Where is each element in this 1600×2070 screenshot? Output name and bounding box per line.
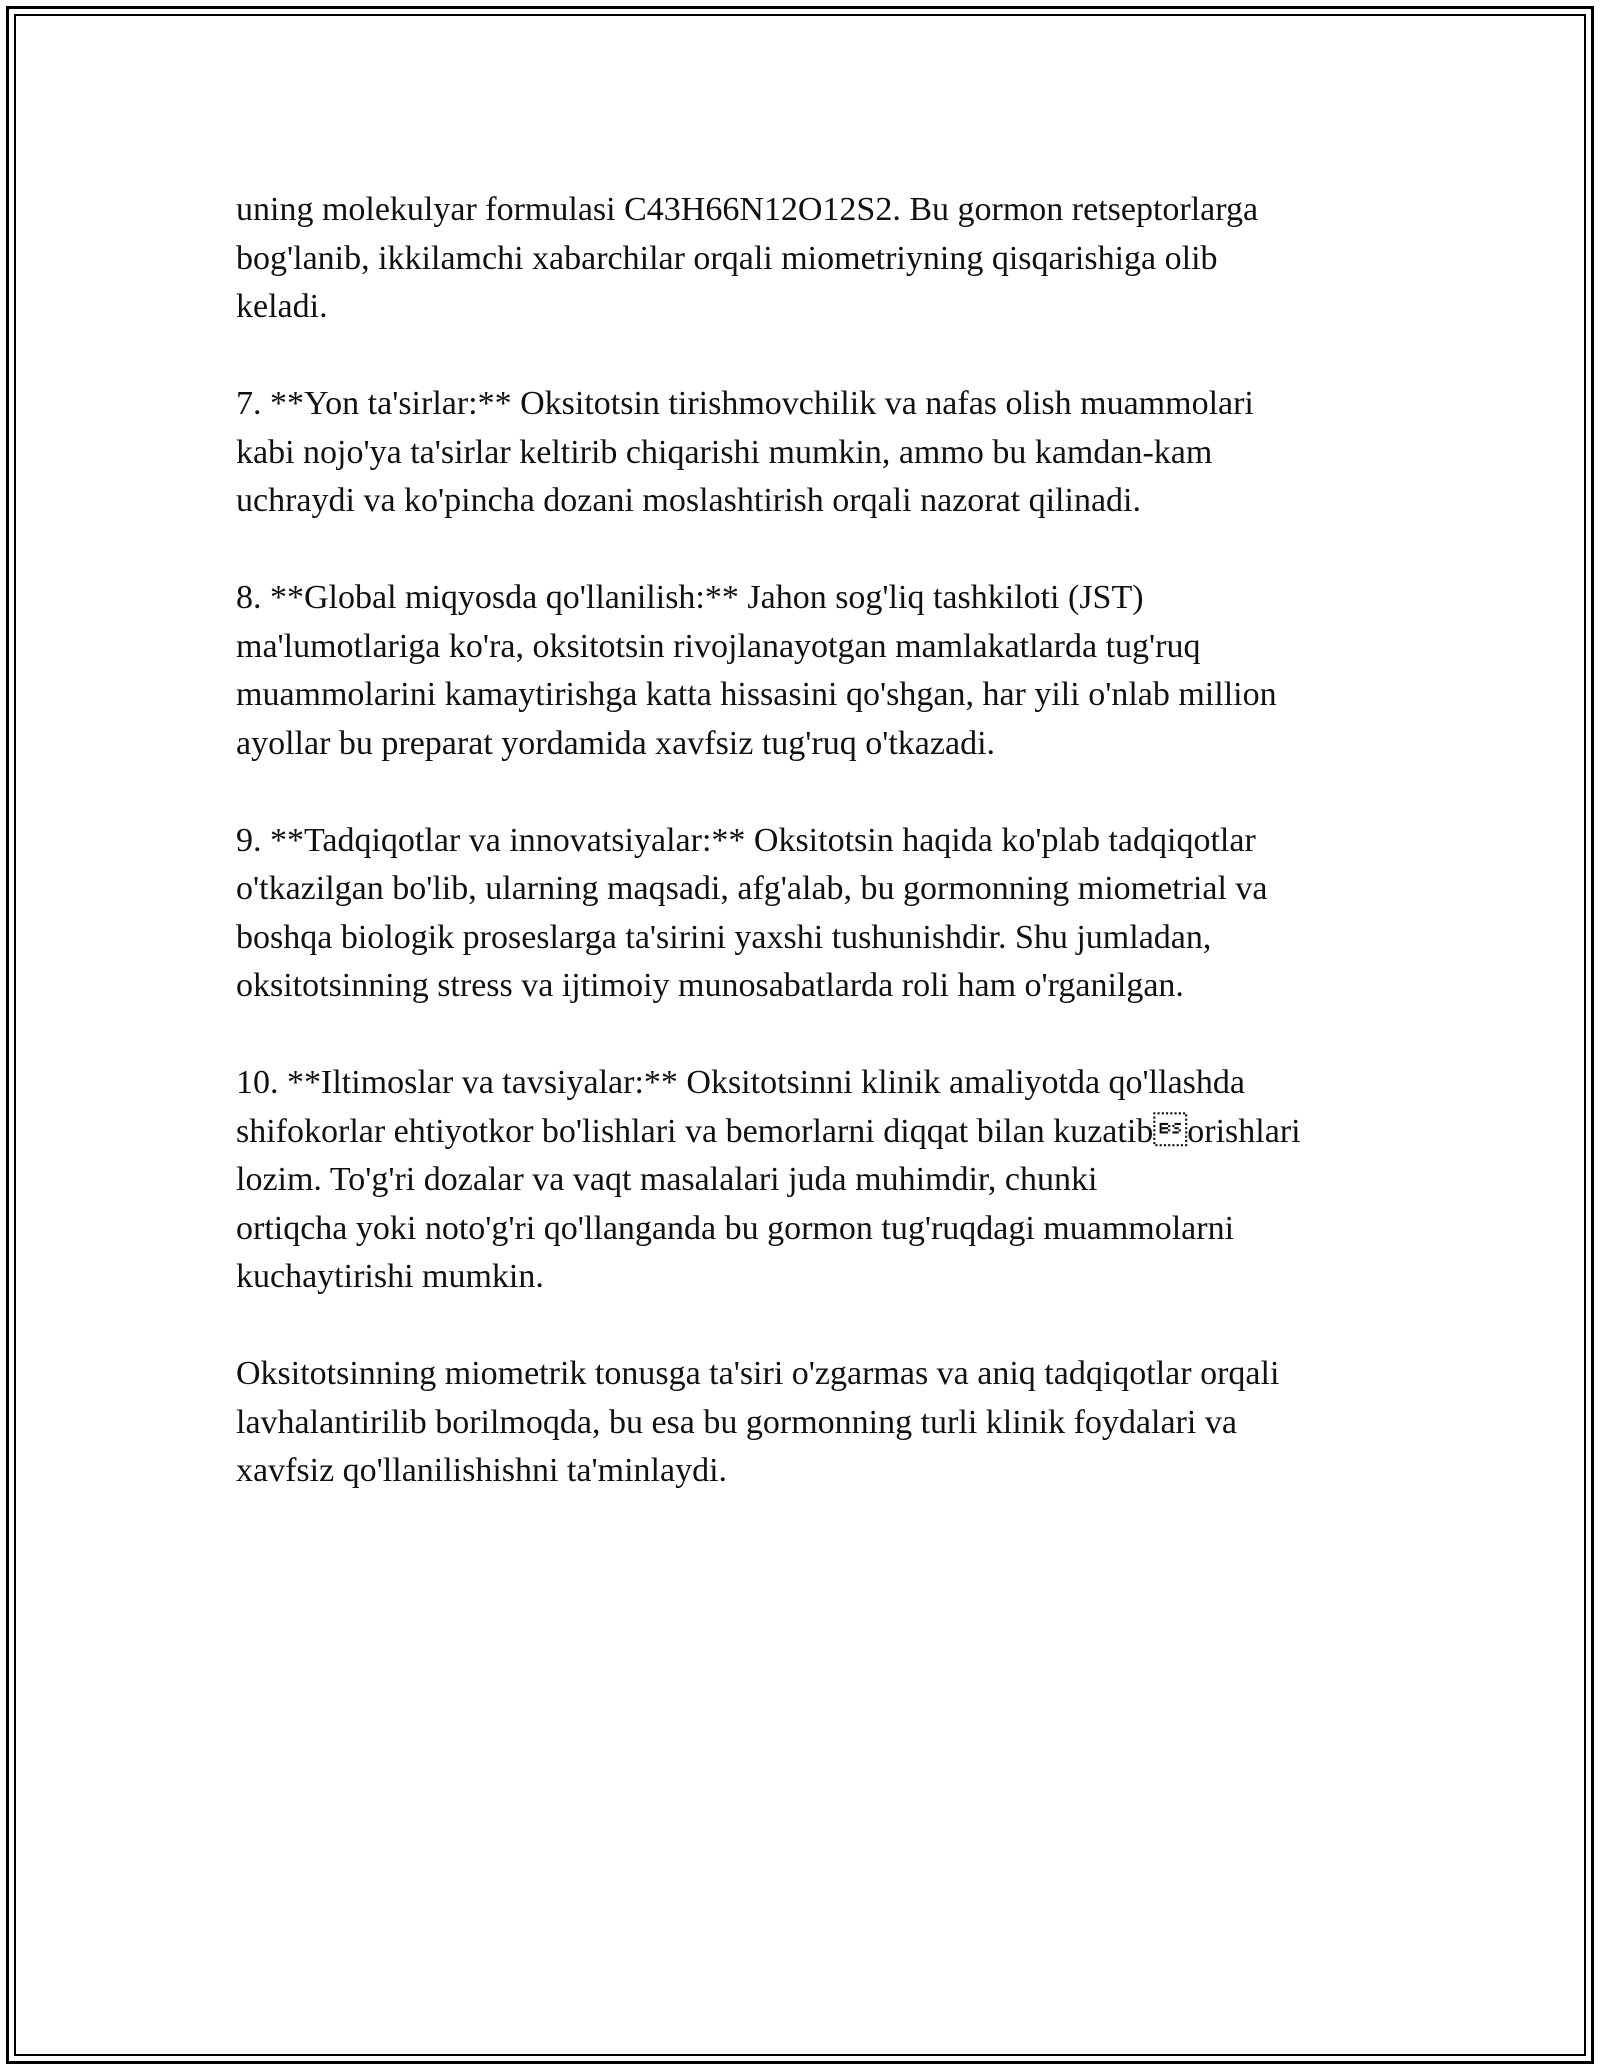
- paragraph-side-effects: 7. **Yon ta'sirlar:** Oksitotsin tirishmovchilik va nafas olish muammolari kabi nojo'ya ta'sirlar keltirib chiqarishi mumkin, ammo bu kamdan-kam uchraydi va ko'pincha dozani moslashtirish orqali nazorat qilinadi.: [236, 385, 1254, 519]
- document-body: [236, 186, 1376, 1544]
- paragraph-research: 9. **Tadqiqotlar va innovatsiyalar:** Oksitotsin haqida ko'plab tadqiqotlar o'tkazilgan bo'lib, ularning maqsadi, afg'alab, bu gormonning miometrial va boshqa biologik proseslarga ta'sirini yaxshi tushunishdir. Shu jumladan, oksitotsinning stress va ijtimoiy munosabatlarda roli ham o'rganilgan.: [236, 821, 1268, 1004]
- paragraph-molecular-formula: uning molekulyar formulasi C43H66N12O12S2. Bu gormon retseptorlarga bog'lanib, ikkilamchi xabarchilar orqali miometriyning qisqarishiga olib keladi.: [236, 191, 1259, 325]
- paragraph-conclusion: Oksitotsinning miometrik tonusga ta'siri o'zgarmas va aniq tadqiqotlar orqali lavhalantirilib borilmoqda, bu esa bu gormonning turli klinik foydalari va xavfsiz qo'llanilishishni ta'minlaydi.: [236, 1355, 1280, 1489]
- paragraph-global-use: 8. **Global miqyosda qo'llanilish:** Jahon sog'liq tashkiloti (JST) ma'lumotlariga ko'ra, oksitotsin rivojlanayotgan mamlakatlarda tug'ruq muammolarini kamaytirishga katta hissasini qo'shgan, har yili o'nlab million ayollar bu preparat yordamida xavfsiz tug'ruq o'tkazadi.: [236, 579, 1277, 762]
- paragraph-recommendations: 10. **Iltimoslar va tavsiyalar:** Oksitotsinni klinik amaliyotda qo'llashda shifokorlar ehtiyotkor bo'lishlari va bemorlarni diqqat bilan kuzatiborishlari lozim. To'g'ri dozalar va vaqt masalalari juda muhimdir, chunki ortiqcha yoki noto'g'ri qo'llanganda bu gormon tug'ruqdagi muammolarni kuchaytirishi mumkin.: [236, 1064, 1301, 1295]
